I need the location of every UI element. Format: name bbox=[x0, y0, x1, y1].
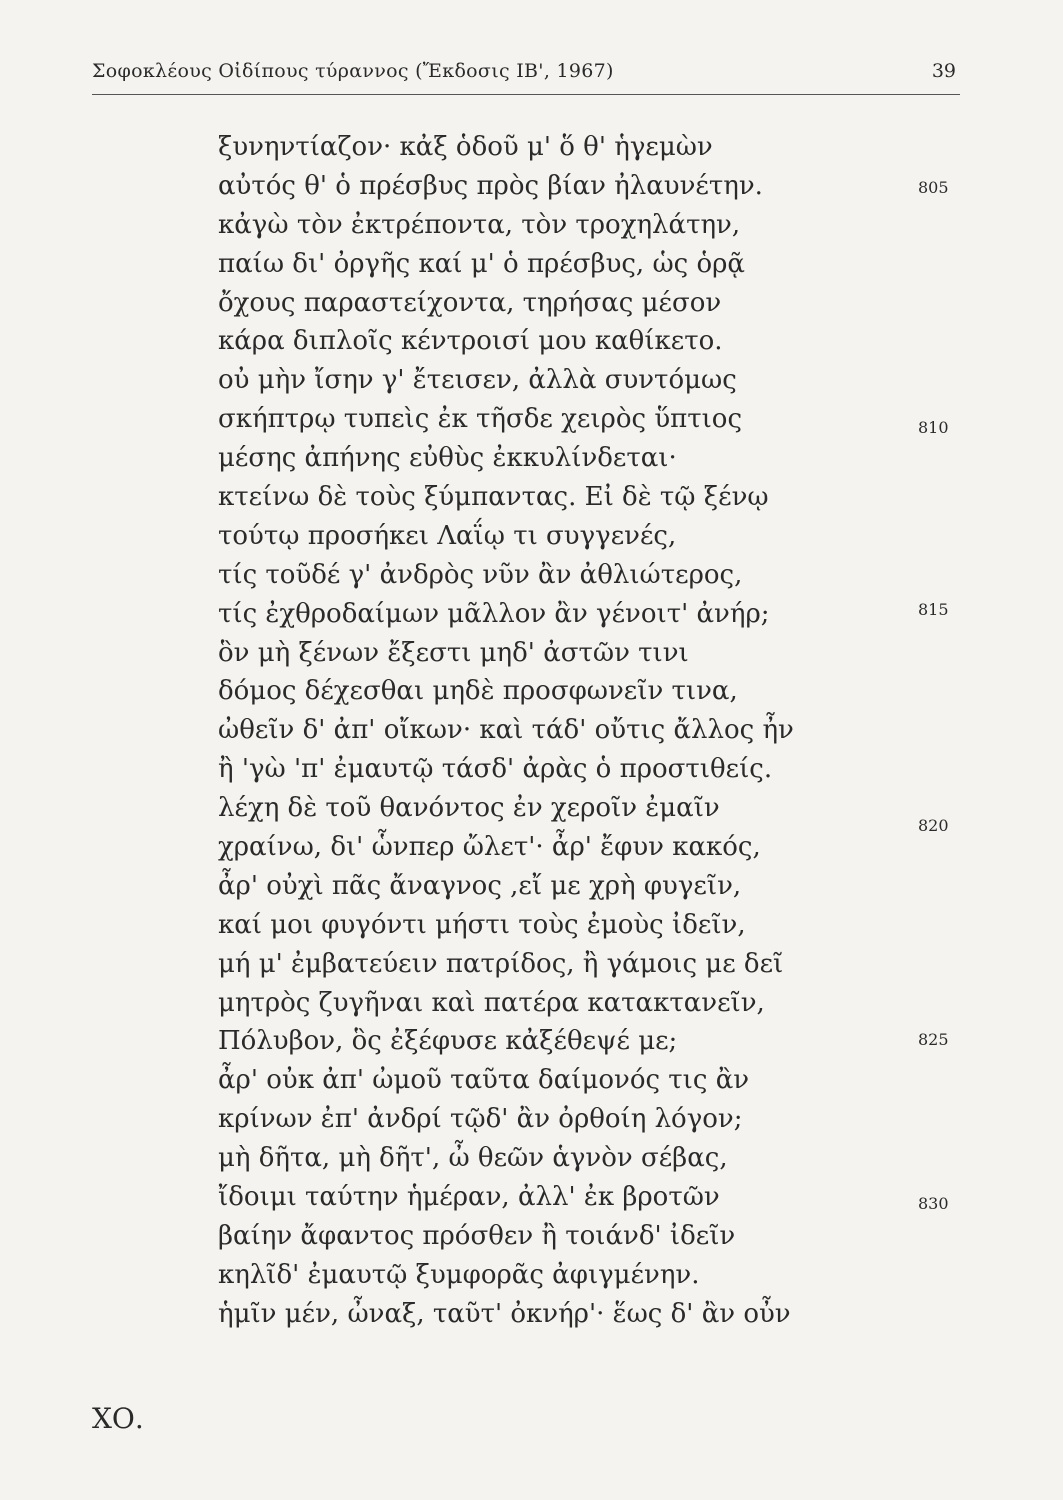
verse-line: ὠθεῖν δ' ἀπ' οἴκων· καὶ τάδ' οὔτις ἄλλος ἦν bbox=[218, 715, 794, 746]
verse-line: λέχη δὲ τοῦ θανόντος ἐν χεροῖν ἐμαῖν bbox=[218, 793, 720, 824]
verse-line: κηλῖδ' ἐμαυτῷ ξυμφορᾶς ἀφιγμένην. bbox=[218, 1259, 700, 1290]
verse-line: τίς ἐχθροδαίμων μᾶλλον ἂν γένοιτ' ἀνήρ; bbox=[218, 598, 770, 629]
verse-line: κρίνων ἐπ' ἀνδρί τῷδ' ἂν ὀρθοίη λόγον; bbox=[218, 1104, 743, 1135]
line-number: 820 bbox=[918, 816, 949, 835]
verse-line: μὴ δῆτα, μὴ δῆτ', ὦ θεῶν ἁγνὸν σέβας, bbox=[218, 1143, 728, 1174]
verse-line: μητρὸς ζυγῆναι καὶ πατέρα κατακτανεῖν, bbox=[218, 987, 765, 1018]
verse-line: ἢ 'γὼ 'π' ἐμαυτῷ τάσδ' ἀρὰς ὁ προστιθείς. bbox=[218, 754, 773, 785]
verse-line: ἡμῖν μέν, ὦναξ, ταῦτ' ὀκνήρ'· ἕως δ' ἂν οὖν bbox=[218, 1298, 791, 1329]
verse-line: δόμος δέχεσθαι μηδὲ προσφωνεῖν τινα, bbox=[218, 676, 738, 707]
verse-line: αὐτός θ' ὁ πρέσβυς πρὸς βίαν ἠλαυνέτην. bbox=[218, 170, 763, 201]
verse-line: σκήπτρῳ τυπεὶς ἐκ τῆσδε χειρὸς ὕπτιος bbox=[218, 404, 742, 435]
verse-line: ξυνηντίαζον· κἀξ ὁδοῦ μ' ὅ θ' ἡγεμὼν bbox=[218, 132, 713, 162]
verse-line: βαίην ἄφαντος πρόσθεν ἢ τοιάνδ' ἰδεῖν bbox=[218, 1220, 736, 1251]
verse-line: κἀγὼ τὸν ἐκτρέποντα, τὸν τροχηλάτην, bbox=[218, 209, 741, 240]
line-number: 825 bbox=[918, 1030, 949, 1049]
line-number: 805 bbox=[918, 178, 949, 197]
verse-line: καί μοι φυγόντι μήστι τοὺς ἐμοὺς ἰδεῖν, bbox=[218, 909, 746, 940]
verse-line: μέσης ἀπήνης εὐθὺς ἐκκυλίνδεται· bbox=[218, 443, 677, 474]
verse-block bbox=[218, 128, 878, 1334]
verse-line: ἆρ' οὐχὶ πᾶς ἄναγνος ,εἴ με χρὴ φυγεῖν, bbox=[218, 870, 742, 901]
page-number: 39 bbox=[931, 60, 956, 82]
verse-line: μή μ' ἐμβατεύειν πατρίδος, ἢ γάμοις με δεῖ bbox=[218, 948, 784, 979]
verse-line: κτείνω δὲ τοὺς ξύμπαντας. Εἰ δὲ τῷ ξένῳ bbox=[218, 482, 769, 513]
verse-line: τούτῳ προσήκει Λαΐῳ τι συγγενές, bbox=[218, 520, 677, 551]
verse-line: κάρα διπλοῖς κέντροισί μου καθίκετο. bbox=[218, 326, 723, 357]
verse-line: ὄχους παραστείχοντα, τηρήσας μέσον bbox=[218, 287, 722, 318]
line-number: 815 bbox=[918, 600, 949, 619]
verse-line: τίς τοῦδέ γ' ἀνδρὸς νῦν ἂν ἀθλιώτερος, bbox=[218, 559, 743, 590]
verse-line: χραίνω, δι' ὧνπερ ὤλετ'· ἆρ' ἔφυν κακός, bbox=[218, 832, 761, 863]
page-header bbox=[92, 58, 960, 95]
verse-line: ἆρ' οὐκ ἀπ' ὠμοῦ ταῦτα δαίμονός τις ἂν bbox=[218, 1065, 750, 1096]
speaker-label: ΧΟ. bbox=[92, 1402, 144, 1435]
verse-line: παίω δι' ὀργῆς καί μ' ὁ πρέσβυς, ὡς ὁρᾷ bbox=[218, 248, 745, 279]
verse-line: οὐ μὴν ἴσην γ' ἔτεισεν, ἀλλὰ συντόμως bbox=[218, 365, 737, 396]
line-number: 810 bbox=[918, 418, 949, 437]
verse-line: ὃν μὴ ξένων ἔξεστι μηδ' ἀστῶν τινι bbox=[218, 637, 689, 668]
verse-line: ἴδοιμι ταύτην ἡμέραν, ἀλλ' ἐκ βροτῶν bbox=[218, 1182, 720, 1213]
running-title: Σοφοκλέους Οἰδίπους τύραννος (Ἔκδοσις ΙΒ', 1967) bbox=[92, 60, 614, 82]
verse-line: Πόλυβον, ὃς ἐξέφυσε κἀξέθεψέ με; bbox=[218, 1026, 678, 1057]
line-number: 830 bbox=[918, 1194, 949, 1213]
